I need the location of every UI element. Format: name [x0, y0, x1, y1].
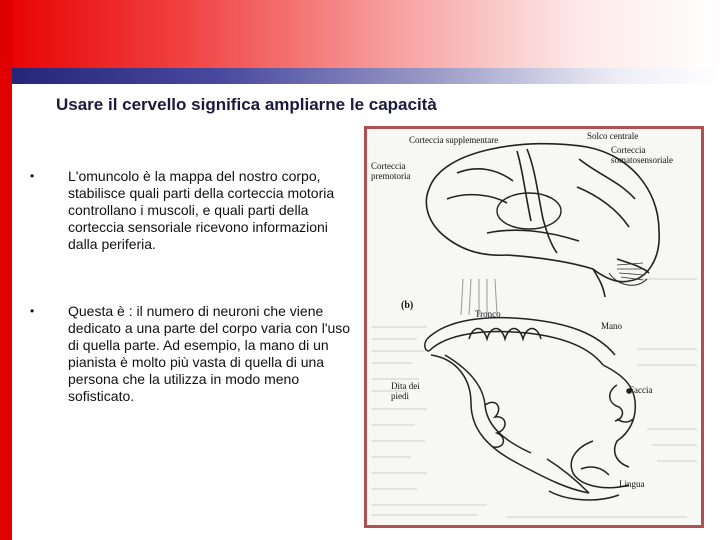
label-faccia: Faccia: [629, 385, 653, 395]
label-mano: Mano: [601, 321, 622, 331]
label-panel-b: (b): [401, 300, 414, 311]
slide-title: Usare il cervello significa ampliarne le capacità: [56, 95, 437, 114]
label-lingua: Lingua: [619, 479, 645, 489]
brain-homunculus-figure: [364, 126, 704, 528]
header-blue-band: [12, 68, 720, 84]
bullet-marker: •: [30, 304, 35, 318]
brain-drawing: [367, 129, 701, 525]
bullet-marker: •: [30, 169, 35, 183]
bullet-item-1: [30, 168, 360, 253]
label-solco-centrale: Solco centrale: [587, 131, 639, 141]
header-gradient-banner: [0, 0, 720, 68]
left-accent-bar: [0, 0, 12, 540]
bullet-list: [30, 168, 360, 405]
label-corteccia-premotoria: Corteccia premotoria: [371, 161, 411, 181]
label-corteccia-supplementare: Corteccia supplementare: [409, 135, 499, 145]
brain-lateral-view: [426, 144, 659, 297]
bullet-item-2: [30, 303, 360, 405]
label-dita-dei-piedi: Dita dei piedi: [391, 381, 420, 401]
bullet-text: Questa è : il numero di neuroni che viene dedicato a una parte del corpo varia con l'uso di quella parte. Ad esempio, la mano di un pianista è molto più vasta di quella di una persona che la utilizza in modo meno sofisticato.: [68, 303, 351, 404]
label-corteccia-somatosensoriale: Corteccia somatosensoriale: [611, 145, 673, 165]
label-tronco: Tronco: [475, 309, 501, 319]
homunculus-drawing: [425, 318, 635, 500]
bullet-text: L'omuncolo è la mappa del nostro corpo, stabilisce quali parti della corteccia motoria controllano i muscoli, e quali parti della corteccia sensoriale ricevono informazioni dalla periferia.: [68, 168, 335, 252]
